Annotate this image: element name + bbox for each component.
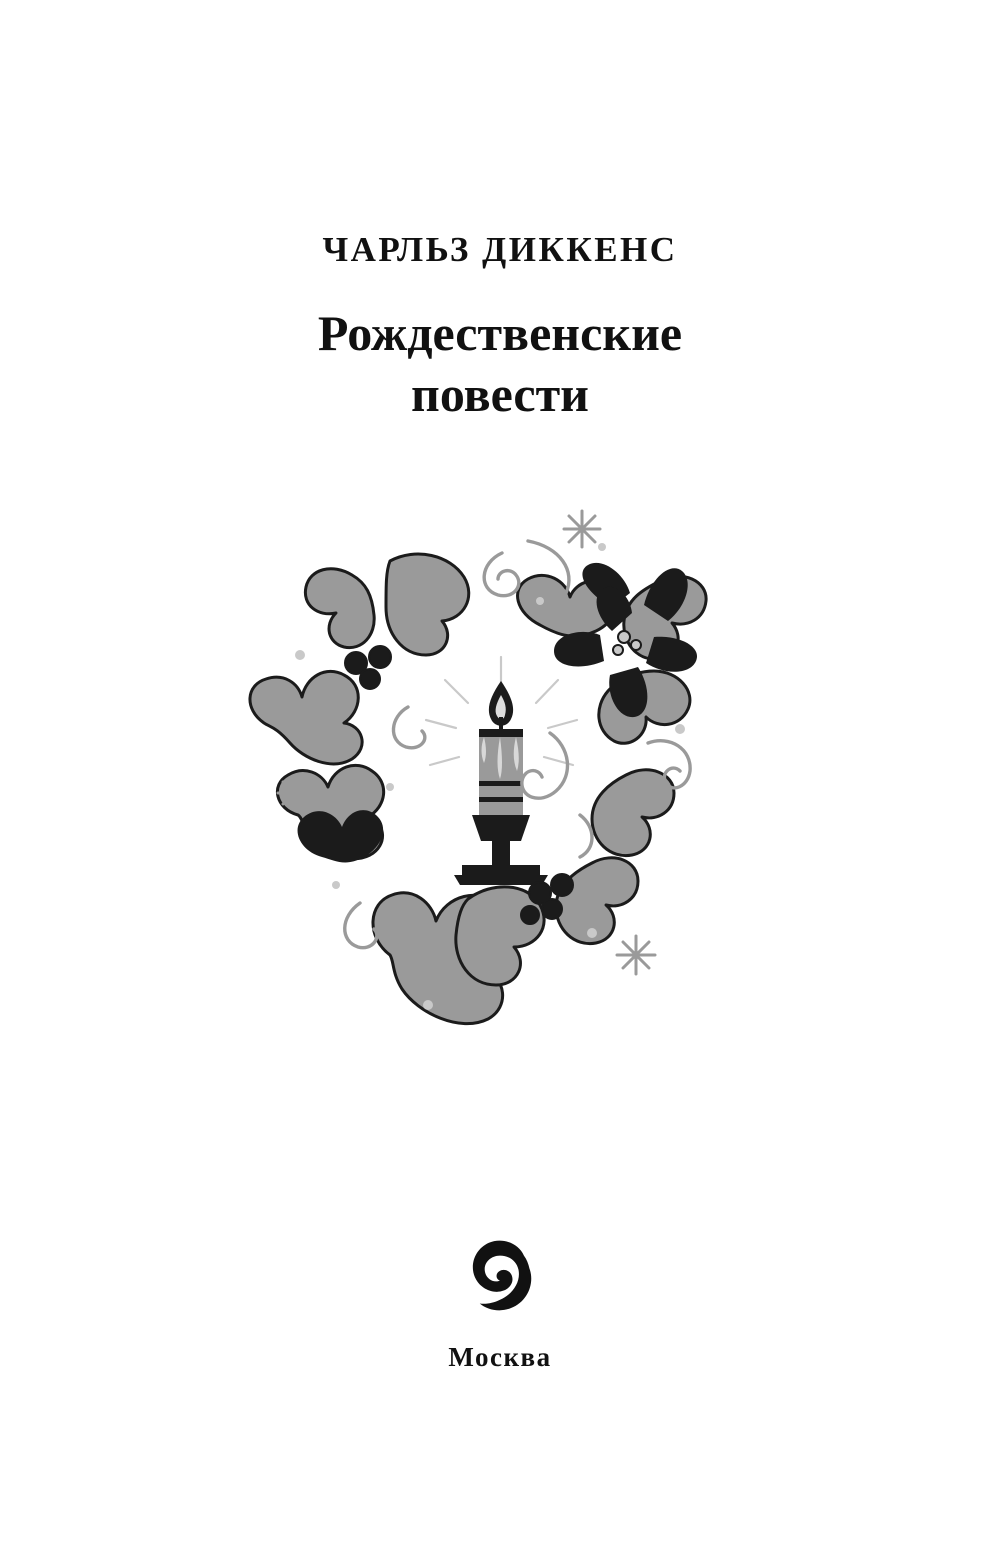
candle-icon xyxy=(454,681,548,885)
book-author: ЧАРЛЬЗ ДИККЕНС xyxy=(322,230,678,269)
poinsettia-flower-icon xyxy=(518,563,707,743)
page-title xyxy=(318,303,682,425)
publisher-city: Москва xyxy=(448,1342,552,1372)
ornament-container xyxy=(240,485,760,1045)
eksmo-logo xyxy=(454,1228,546,1320)
christmas-holly-candle-ornament xyxy=(240,485,760,1045)
title-line-2: повести xyxy=(411,366,589,422)
publisher-block xyxy=(0,1228,1000,1373)
title-line-1: Рождественские xyxy=(317,305,683,361)
